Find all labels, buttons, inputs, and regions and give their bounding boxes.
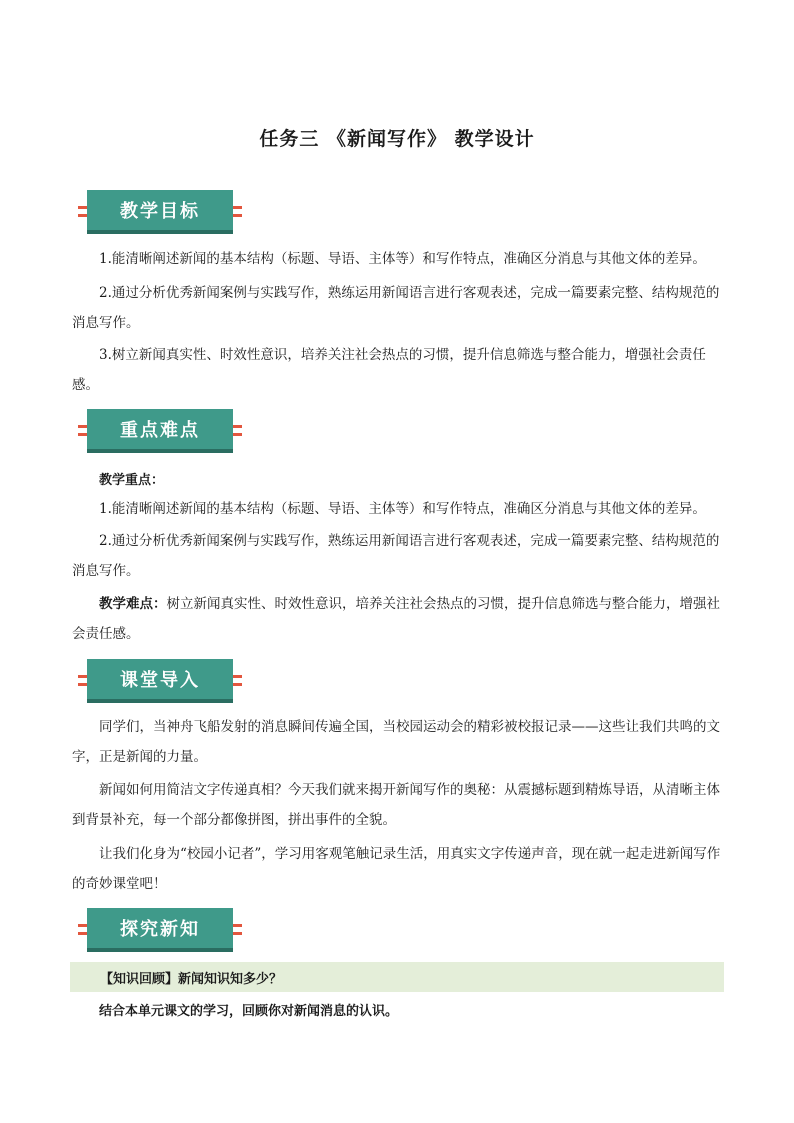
objective-item-3: 3.树立新闻真实性、时效性意识，培养关注社会热点的习惯，提升信息筛选与整合能力，增强社会责任感。 xyxy=(72,347,706,393)
section-heading: 探究新知 xyxy=(87,908,233,952)
difficulty-paragraph xyxy=(72,589,724,649)
section-heading: 教学目标 xyxy=(87,190,233,234)
section-header-objectives xyxy=(78,190,242,234)
intro-paragraph-3: 让我们化身为“校园小记者”，学习用客观笔触记录生活，用真实文字传递声音，现在就一起走进新闻写作的奇妙课堂吧！ xyxy=(72,846,721,892)
objective-item-1: 1.能清晰阐述新闻的基本结构（标题、导语、主体等）和写作特点，准确区分消息与其他文体的差异。 xyxy=(99,251,706,267)
knowledge-recall-band xyxy=(70,962,724,992)
intro-paragraph-2: 新闻如何用简洁文字传递真相？今天我们就来揭开新闻写作的奥秘：从震撼标题到精炼导语，从清晰主体到背景补充，每一个部分都像拼图，拼出事件的全貌。 xyxy=(72,782,720,828)
intro-paragraph-1: 同学们，当神舟飞船发射的消息瞬间传遍全国，当校园运动会的精彩被校报记录——这些让我们共鸣的文字，正是新闻的力量。 xyxy=(72,719,720,765)
focus-item-2: 2.通过分析优秀新闻案例与实践写作，熟练运用新闻语言进行客观表述，完成一篇要素完整、结构规范的消息写作。 xyxy=(72,533,720,579)
knowledge-recall-text: 结合本单元课文的学习，回顾你对新闻消息的认识。 xyxy=(99,1004,399,1019)
knowledge-recall-label: 【知识回顾】新闻知识知多少？ xyxy=(100,971,283,987)
section-header-intro xyxy=(78,659,242,703)
difficulty-text: 树立新闻真实性、时效性意识，培养关注社会热点的习惯，提升信息筛选与整合能力，增强社会责任感。 xyxy=(72,596,720,642)
objective-item-2: 2.通过分析优秀新闻案例与实践写作，熟练运用新闻语言进行客观表述，完成一篇要素完整、结构规范的消息写作。 xyxy=(72,285,720,331)
section-heading: 课堂导入 xyxy=(87,659,233,703)
document-title: 任务三 《新闻写作》 教学设计 xyxy=(259,128,535,150)
focus-item-1: 1.能清晰阐述新闻的基本结构（标题、导语、主体等）和写作特点，准确区分消息与其他文体的差异。 xyxy=(99,501,706,517)
section-header-explore xyxy=(78,908,242,952)
difficulty-label: 教学难点： xyxy=(99,596,167,612)
section-header-key-points xyxy=(78,409,242,453)
section-heading: 重点难点 xyxy=(87,409,233,453)
focus-label: 教学重点： xyxy=(99,473,165,488)
